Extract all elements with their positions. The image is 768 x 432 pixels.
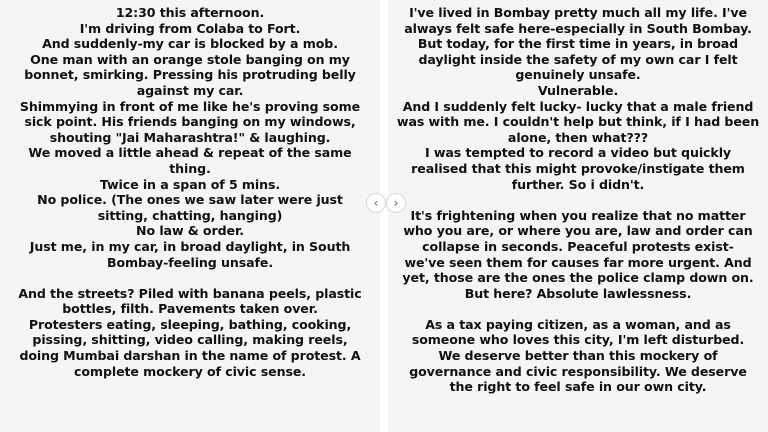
text-line: [0, 270, 380, 286]
text-line: bottles, filth. Pavements taken over.: [62, 301, 318, 317]
text-line: further. So i didn't.: [511, 176, 645, 192]
text-line: governance and civic responsibility. We deserve: [409, 363, 747, 379]
text-line: collapse in seconds. Peaceful protests exist-: [422, 238, 734, 254]
text-line: shouting "Jai Maharashtra!" & laughing.: [49, 129, 331, 145]
text-line: sick point. His friends banging on my windows,: [24, 114, 356, 130]
text-line: But today, for the first time in years, in broad: [417, 36, 739, 52]
chevron-left-icon: ‹: [373, 196, 379, 210]
text-line: realised that this might provoke/instigate them: [411, 160, 745, 176]
text-line: pissing, shitting, video calling, making reels,: [32, 332, 348, 348]
text-line: And I suddenly felt lucky- lucky that a male friend: [402, 98, 754, 114]
text-line: Shimmying in front of me like he's proving some: [19, 98, 361, 114]
text-line: It's frightening when you realize that no matter: [410, 207, 746, 223]
text-line: who you are, or where you are, law and order can: [403, 223, 753, 239]
text-line: No police. (The ones we saw later were just: [37, 192, 343, 208]
text-line: I'm driving from Colaba to Fort.: [79, 20, 301, 36]
text-line: Vulnerable.: [537, 82, 619, 98]
text-line: daylight inside the safety of my own car I felt: [418, 51, 738, 67]
right-text-block: [388, 5, 768, 395]
text-line: And the streets? Piled with banana peels, plastic: [18, 285, 362, 301]
text-line: I've lived in Bombay pretty much all my life. I've: [409, 5, 747, 20]
text-line: genuinely unsafe.: [515, 67, 641, 83]
text-line: No law & order.: [136, 223, 244, 239]
text-line: Just me, in my car, in broad daylight, in South: [29, 238, 351, 254]
text-line: against my car.: [136, 82, 244, 98]
text-line: Twice in a span of 5 mins.: [99, 176, 281, 192]
text-line: I was tempted to record a video but quickly: [424, 145, 732, 161]
text-line: But here? Absolute lawlessness.: [464, 285, 692, 301]
text-line: sitting, chatting, hanging): [97, 207, 283, 223]
text-line: And suddenly-my car is blocked by a mob.: [42, 36, 338, 52]
text-line: doing Mumbai darshan in the name of protest. A: [19, 348, 361, 364]
right-text-panel: [388, 0, 768, 432]
text-line: always felt safe here-especially in South Bombay.: [404, 20, 752, 36]
text-line: someone who loves this city, I'm left disturbed.: [411, 332, 745, 348]
left-text-panel: [0, 0, 380, 432]
left-text-block: [0, 5, 380, 379]
next-slide-button[interactable]: [386, 193, 406, 213]
text-line: bonnet, smirking. Pressing his protruding belly: [24, 67, 356, 83]
text-line: We deserve better than this mockery of: [438, 348, 718, 364]
text-line: One man with an orange stole banging on my: [30, 51, 350, 67]
text-line: thing.: [169, 160, 211, 176]
text-line: [388, 301, 768, 317]
text-line: alone, then what???: [507, 129, 649, 145]
text-line: we've seen them for causes far more urgent. And: [404, 254, 752, 270]
text-line: As a tax paying citizen, as a woman, and as: [425, 316, 731, 332]
chevron-right-icon: ›: [393, 196, 399, 210]
text-line: yet, those are the ones the police clamp down on.: [402, 270, 754, 286]
panel-divider: [380, 0, 388, 432]
text-line: the right to feel safe in our own city.: [449, 379, 707, 395]
text-line: [388, 192, 768, 208]
text-line: We moved a little ahead & repeat of the same: [28, 145, 352, 161]
text-line: 12:30 this afternoon.: [115, 5, 265, 20]
text-line: was with me. I couldn't help but think, if I had been: [396, 114, 760, 130]
text-line: Protesters eating, sleeping, bathing, cooking,: [28, 316, 352, 332]
previous-slide-button[interactable]: [366, 193, 386, 213]
text-line: Bombay-feeling unsafe.: [106, 254, 274, 270]
text-line: complete mockery of civic sense.: [74, 363, 306, 379]
